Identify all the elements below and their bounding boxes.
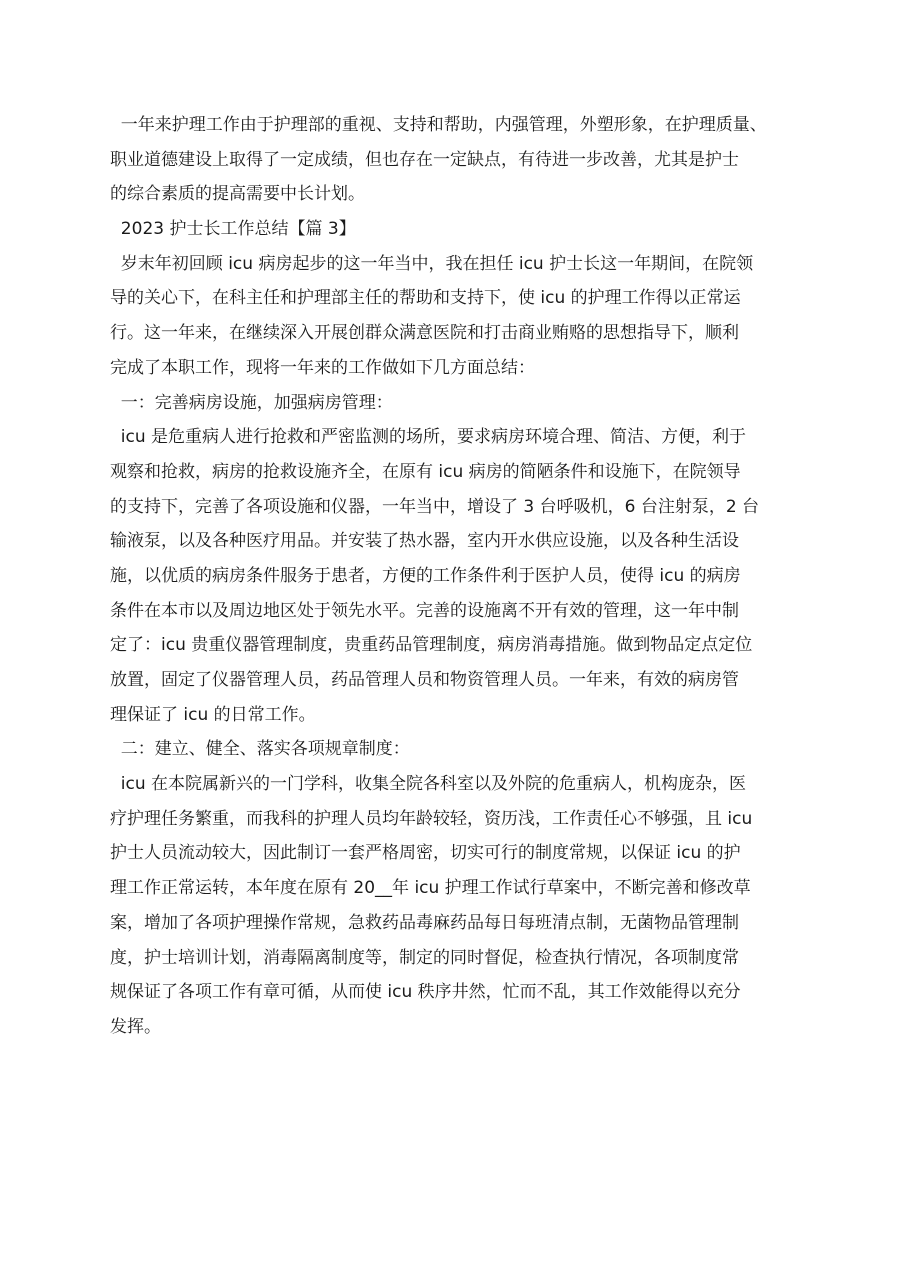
text-line: 导的关心下，在科主任和护理部主任的帮助和支持下，使 icu 的护理工作得以正常运 — [110, 288, 741, 309]
text-line: 发挥。 — [110, 1016, 161, 1037]
text-line: 职业道德建设上取得了一定成绩，但也存在一定缺点，有待进一步改善，尤其是护士 — [110, 149, 739, 170]
text-line: 施，以优质的病房条件服务于患者，方便的工作条件利于医护人员，使得 icu 的病房 — [110, 565, 741, 586]
text-line: 放置，固定了仪器管理人员，药品管理人员和物资管理人员。一年来，有效的病房管 — [110, 670, 739, 690]
text-line: 输液泵，以及各种医疗用品。并安装了热水器，室内开水供应设施，以及各种生活设 — [110, 531, 739, 552]
text-line: 2023 护士长工作总结【篇 3】 — [110, 219, 356, 240]
text-line: 条件在本市以及周边地区处于领先水平。完善的设施离不开有效的管理，这一年中制 — [110, 600, 739, 621]
document-body — [110, 108, 810, 1045]
text-line: 完成了本职工作，现将一年来的工作做如下几方面总结： — [110, 357, 535, 378]
text-line: 理保证了 icu 的日常工作。 — [110, 704, 316, 725]
text-line: 疗护理任务繁重，而我科的护理人员均年龄较轻，资历浅，工作责任心不够强，且 icu — [110, 808, 753, 829]
text-line: 度，护士培训计划，消毒隔离制度等，制定的同时督促，检查执行情况，各项制度常 — [110, 947, 739, 968]
text-line: 定了：icu 贵重仪器管理制度，贵重药品管理制度，病房消毒措施。做到物品定点定位 — [110, 635, 753, 656]
text-line: 理工作正常运转，本年度在原有 20__年 icu 护理工作试行草案中，不断完善和修改草 — [110, 878, 751, 899]
text-line: 规保证了各项工作有章可循，从而使 icu 秩序井然，忙而不乱，其工作效能得以充分 — [110, 982, 741, 1003]
text-line: icu 是危重病人进行抢救和严密监测的场所，要求病房环境合理、简洁、方便，利于 — [110, 427, 747, 448]
text-line: 一：完善病房设施，加强病房管理： — [110, 392, 393, 413]
text-line: 岁末年初回顾 icu 病房起步的这一年当中，我在担任 icu 护士长这一年期间，在院领 — [110, 253, 754, 274]
text-line: 观察和抢救，病房的抢救设施齐全，在原有 icu 病房的简陋条件和设施下，在院领导 — [110, 461, 741, 482]
text-line: 行。这一年来，在继续深入开展创群众满意医院和打击商业贿赂的思想指导下，顺利 — [110, 323, 739, 344]
text-line: 二：建立、健全、落实各项规章制度： — [110, 739, 410, 760]
text-line: 的综合素质的提高需要中长计划。 — [110, 184, 365, 205]
text-line: 护士人员流动较大，因此制订一套严格周密，切实可行的制度常规，以保证 icu 的护 — [110, 843, 741, 864]
text-line: 一年来护理工作由于护理部的重视、支持和帮助，内强管理，外塑形象，在护理质量、 — [110, 115, 767, 135]
text-line: 案，增加了各项护理操作常规，急救药品毒麻药品每日每班清点制，无菌物品管理制 — [110, 912, 739, 933]
text-line: 的支持下，完善了各项设施和仪器，一年当中，增设了 3 台呼吸机，6 台注射泵，2 台 — [110, 496, 760, 517]
text-line: icu 在本院属新兴的一门学科，收集全院各科室以及外院的危重病人，机构庞杂，医 — [110, 774, 747, 795]
